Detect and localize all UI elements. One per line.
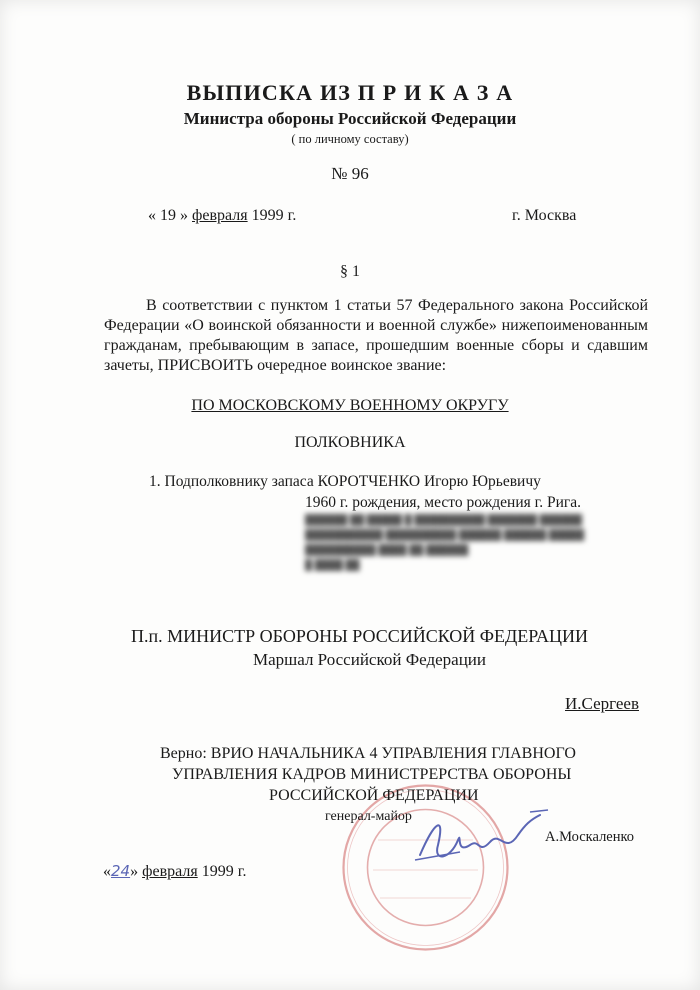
cert-date-year: 1999 г. bbox=[197, 863, 247, 880]
order-number: № 96 bbox=[331, 164, 369, 183]
person-entry-line1: 1. Подполковнику запаса КОРОТЧЕНКО Игорю Юрьевичу bbox=[149, 473, 541, 490]
cert-date-close: » bbox=[130, 863, 139, 880]
signatory-name: И.Сергеев bbox=[565, 694, 639, 713]
rank-heading: ПОЛКОВНИКА bbox=[294, 434, 406, 451]
document-subnote: ( по личному составу) bbox=[291, 132, 409, 146]
certification-line2: УПРАВЛЕНИЯ КАДРОВ МИНИСТРЕРСТВА ОБОРОНЫ bbox=[172, 766, 572, 783]
order-date bbox=[148, 207, 296, 225]
redacted-text-block: ██████ ██ █████ █ ██████████ ███████ ██████ ███████████ ██████████ ██████ ██████ █████ ██████████ ████ ██ ██████ █ ████ ██ bbox=[305, 515, 585, 571]
order-date-close: » bbox=[176, 207, 192, 224]
cert-date-open: « bbox=[103, 863, 111, 880]
certifier-rank: генерал-майор bbox=[325, 809, 412, 824]
certifier-name: А.Москаленко bbox=[545, 829, 635, 845]
signatory-title: П.п. МИНИСТР ОБОРОНЫ РОССИЙСКОЙ ФЕДЕРАЦИИ bbox=[131, 626, 588, 646]
certification-line3: РОССИЙСКОЙ ФЕДЕРАЦИИ bbox=[269, 787, 479, 804]
handwritten-signature bbox=[400, 800, 550, 880]
order-date-day: 19 bbox=[160, 207, 176, 224]
certification-line1: Верно: ВРИО НАЧАЛЬНИКА 4 УПРАВЛЕНИЯ ГЛАВНОГО bbox=[160, 745, 576, 762]
document-title: ВЫПИСКА ИЗ П Р И К А З А bbox=[186, 80, 514, 105]
certification-date bbox=[103, 862, 246, 881]
body-paragraph: В соответствии с пунктом 1 статьи 57 Федерального закона Российской Федерации «О воинской обязанности и военной службе» нижепоименованным гражданам, пребывающим в запасе, прошедшим военные сборы и сдавшим зачеты, ПРИСВОИТЬ очередное воинское звание: bbox=[104, 297, 648, 374]
cert-date-day: 24 bbox=[111, 862, 131, 880]
document-subtitle: Министра обороны Российской Федерации bbox=[183, 109, 517, 128]
person-entry-line2: 1960 г. рождения, место рождения г. Рига. bbox=[305, 494, 582, 511]
cert-date-month: февраля bbox=[142, 863, 198, 880]
order-city: г. Москва bbox=[512, 207, 577, 224]
order-date-year: 1999 г. bbox=[247, 207, 297, 224]
order-date-month: февраля bbox=[192, 207, 248, 224]
order-date-open: « bbox=[148, 207, 160, 224]
signatory-rank: Маршал Российской Федерации bbox=[253, 650, 486, 669]
section-sign: § 1 bbox=[340, 263, 360, 280]
district-heading: ПО МОСКОВСКОМУ ВОЕННОМУ ОКРУГУ bbox=[191, 397, 509, 414]
